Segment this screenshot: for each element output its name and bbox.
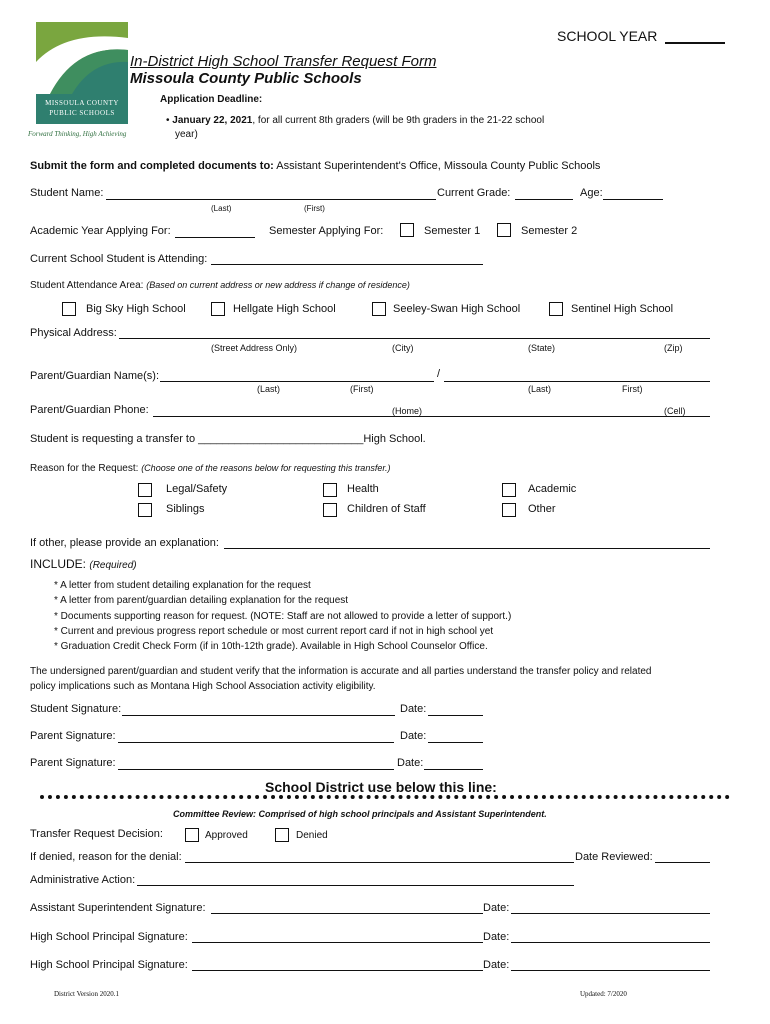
- include-item-1: * A letter from student detailing explanation for the request: [54, 580, 311, 591]
- address-label: Physical Address:: [30, 327, 117, 339]
- principal-signature-label-2: High School Principal Signature:: [30, 959, 188, 971]
- guardian-last-hint-2: (Last): [528, 384, 552, 394]
- guardian-phone-label: Parent/Guardian Phone:: [30, 404, 149, 416]
- children-of-staff-label: Children of Staff: [347, 503, 426, 515]
- approved-label: Approved: [205, 830, 248, 841]
- verify-line-1: The undersigned parent/guardian and student verify that the information is accurate and all parties understand the transfer policy and related: [30, 666, 652, 677]
- include-required: (Required): [89, 560, 137, 571]
- school-year-label: SCHOOL YEAR: [557, 28, 658, 44]
- principal-signature-field-1[interactable]: [192, 942, 483, 943]
- transfer-school-field[interactable]: ___________________________: [198, 433, 364, 445]
- footer-version: District Version 2020.1: [54, 990, 120, 998]
- asst-super-signature-label: Assistant Superintendent Signature:: [30, 902, 206, 914]
- logo-name-line1: MISSOULA COUNTY: [45, 99, 119, 107]
- big-sky-checkbox[interactable]: [62, 302, 76, 316]
- siblings-checkbox[interactable]: [138, 503, 152, 517]
- deadline-text-cont: year): [175, 129, 198, 140]
- include-item-5: * Graduation Credit Check Form (if in 10th-12th grade). Available in High School Counselor Office.: [54, 641, 488, 652]
- include-item-2: * A letter from parent/guardian detailing explanation for the request: [54, 595, 349, 606]
- city-hint: (City): [392, 343, 414, 353]
- form-title: In-District High School Transfer Request Form: [130, 53, 437, 70]
- seeley-swan-checkbox[interactable]: [372, 302, 386, 316]
- sentinel-checkbox[interactable]: [549, 302, 563, 316]
- academic-checkbox[interactable]: [502, 483, 516, 497]
- seeley-swan-label: Seeley-Swan High School: [393, 303, 521, 315]
- big-sky-label: Big Sky High School: [86, 303, 186, 315]
- include-label: INCLUDE:: [30, 557, 87, 571]
- other-explanation-label: If other, please provide an explanation:: [30, 537, 219, 549]
- logo-name-line2: PUBLIC SCHOOLS: [49, 109, 115, 117]
- submit-label: Submit the form and completed documents to:: [30, 160, 274, 172]
- guardian-name-label: Parent/Guardian Name(s):: [30, 370, 159, 382]
- include-item-3: * Documents supporting reason for request. (NOTE: Staff are not allowed to provide a letter of support.): [54, 611, 512, 622]
- reason-hint: (Choose one of the reasons below for requesting this transfer.): [141, 463, 391, 473]
- denied-checkbox[interactable]: [275, 828, 289, 842]
- include-line: [30, 557, 137, 571]
- deadline-label: Application Deadline:: [160, 94, 263, 105]
- school-year-line[interactable]: [665, 42, 725, 44]
- parent-signature-label-1: Parent Signature:: [30, 730, 116, 742]
- first-hint: (First): [304, 204, 325, 213]
- siblings-label: Siblings: [166, 503, 205, 515]
- other-label: Other: [528, 503, 556, 515]
- student-signature-field[interactable]: [122, 715, 395, 716]
- admin-action-field[interactable]: [137, 885, 574, 886]
- attendance-hint: (Based on current address or new address if change of residence): [146, 280, 410, 290]
- transfer-text-a: Student is requesting a transfer to: [30, 433, 196, 445]
- health-label: Health: [347, 483, 379, 495]
- address-field[interactable]: [119, 338, 710, 339]
- verify-line-2: policy implications such as Montana High School Association activity eligibility.: [30, 681, 376, 692]
- hellgate-checkbox[interactable]: [211, 302, 225, 316]
- principal-date-label-1: Date:: [483, 931, 510, 943]
- legal-safety-checkbox[interactable]: [138, 483, 152, 497]
- academic-year-label: Academic Year Applying For:: [30, 225, 171, 237]
- include-item-4: * Current and previous progress report schedule or most current report card if not in high school yet: [54, 626, 494, 637]
- current-school-field[interactable]: [211, 264, 483, 265]
- semester1-label: Semester 1: [424, 225, 481, 237]
- reason-label: Reason for the Request:: [30, 463, 139, 474]
- deadline-bullet: [166, 115, 544, 126]
- other-checkbox[interactable]: [502, 503, 516, 517]
- asst-super-signature-field[interactable]: [211, 913, 483, 914]
- cell-hint: (Cell): [664, 406, 686, 416]
- semester2-checkbox[interactable]: [497, 223, 511, 237]
- student-name-field[interactable]: [106, 199, 436, 200]
- date-reviewed-label: Date Reviewed:: [575, 851, 653, 863]
- logo-tagline: Forward Thinking, High Achieving: [28, 130, 127, 138]
- footer-updated: Updated: 7/2020: [580, 990, 627, 998]
- parent-signature-field-2[interactable]: [118, 769, 394, 770]
- street-hint: (Street Address Only): [211, 343, 298, 353]
- guardian-name-field-1[interactable]: [160, 381, 434, 382]
- guardian-slash: /: [437, 368, 441, 380]
- denial-reason-field[interactable]: [185, 862, 574, 863]
- health-checkbox[interactable]: [323, 483, 337, 497]
- dotted-divider: [40, 795, 730, 799]
- bullet-glyph: •: [166, 115, 170, 126]
- district-logo: [28, 22, 130, 142]
- parent-date-label-1: Date:: [400, 730, 427, 742]
- phone-home-field[interactable]: [153, 416, 710, 417]
- academic-label: Academic: [528, 483, 577, 495]
- zip-hint: (Zip): [664, 343, 683, 353]
- committee-review: Committee Review: Comprised of high school principals and Assistant Superintendent.: [173, 809, 547, 819]
- asst-super-date-field[interactable]: [511, 913, 710, 914]
- student-date-field[interactable]: [428, 715, 483, 716]
- student-name-label: Student Name:: [30, 187, 104, 199]
- principal-signature-field-2[interactable]: [192, 970, 483, 971]
- parent-date-field-2[interactable]: [424, 769, 483, 770]
- current-grade-label: Current Grade:: [437, 187, 511, 199]
- date-reviewed-field[interactable]: [655, 862, 710, 863]
- children-of-staff-checkbox[interactable]: [323, 503, 337, 517]
- age-field[interactable]: [603, 199, 663, 200]
- denial-reason-label: If denied, reason for the denial:: [30, 851, 182, 863]
- principal-date-field-1[interactable]: [511, 942, 710, 943]
- decision-label: Transfer Request Decision:: [30, 828, 163, 840]
- semester2-label: Semester 2: [521, 225, 578, 237]
- approved-checkbox[interactable]: [185, 828, 199, 842]
- principal-date-label-2: Date:: [483, 959, 510, 971]
- deadline-text: , for all current 8th graders (will be 9th graders in the 21-22 school: [252, 115, 545, 126]
- hellgate-label: Hellgate High School: [233, 303, 336, 315]
- current-grade-field[interactable]: [515, 199, 573, 200]
- asst-super-date-label: Date:: [483, 902, 510, 914]
- other-explanation-field[interactable]: [224, 548, 710, 549]
- sentinel-label: Sentinel High School: [571, 303, 674, 315]
- district-use-heading: School District use below this line:: [265, 779, 497, 795]
- transfer-text-b: High School.: [363, 433, 426, 445]
- logo-name-box: [36, 94, 128, 124]
- principal-date-field-2[interactable]: [511, 970, 710, 971]
- guardian-first-hint: (First): [350, 384, 374, 394]
- denied-label: Denied: [296, 830, 328, 841]
- student-date-label: Date:: [400, 703, 427, 715]
- academic-year-field[interactable]: [175, 237, 255, 238]
- state-hint: (State): [528, 343, 556, 353]
- district-title: Missoula County Public Schools: [130, 70, 362, 87]
- home-hint: (Home): [392, 406, 423, 416]
- parent-date-field-1[interactable]: [428, 742, 483, 743]
- parent-date-label-2: Date:: [397, 757, 424, 769]
- age-label: Age:: [580, 187, 603, 199]
- deadline-date: January 22, 2021: [172, 115, 253, 126]
- semester-label: Semester Applying For:: [269, 225, 384, 237]
- attendance-line: [30, 280, 410, 291]
- submit-text: Assistant Superintendent's Office, Missoula County Public Schools: [276, 160, 601, 172]
- current-school-label: Current School Student is Attending:: [30, 253, 208, 265]
- admin-action-label: Administrative Action:: [30, 874, 136, 886]
- parent-signature-field-1[interactable]: [118, 742, 394, 743]
- last-hint: (Last): [211, 204, 232, 213]
- logo-graphic: [36, 22, 128, 94]
- principal-signature-label-1: High School Principal Signature:: [30, 931, 188, 943]
- student-signature-label: Student Signature:: [30, 703, 122, 715]
- reason-line: [30, 463, 391, 474]
- parent-signature-label-2: Parent Signature:: [30, 757, 116, 769]
- attendance-label: Student Attendance Area:: [30, 280, 144, 291]
- legal-safety-label: Legal/Safety: [166, 483, 228, 495]
- guardian-name-field-2[interactable]: [444, 381, 710, 382]
- guardian-first-hint-2: First): [622, 384, 643, 394]
- submit-line: [30, 160, 600, 172]
- guardian-last-hint: (Last): [257, 384, 281, 394]
- semester1-checkbox[interactable]: [400, 223, 414, 237]
- transfer-line: [30, 433, 426, 445]
